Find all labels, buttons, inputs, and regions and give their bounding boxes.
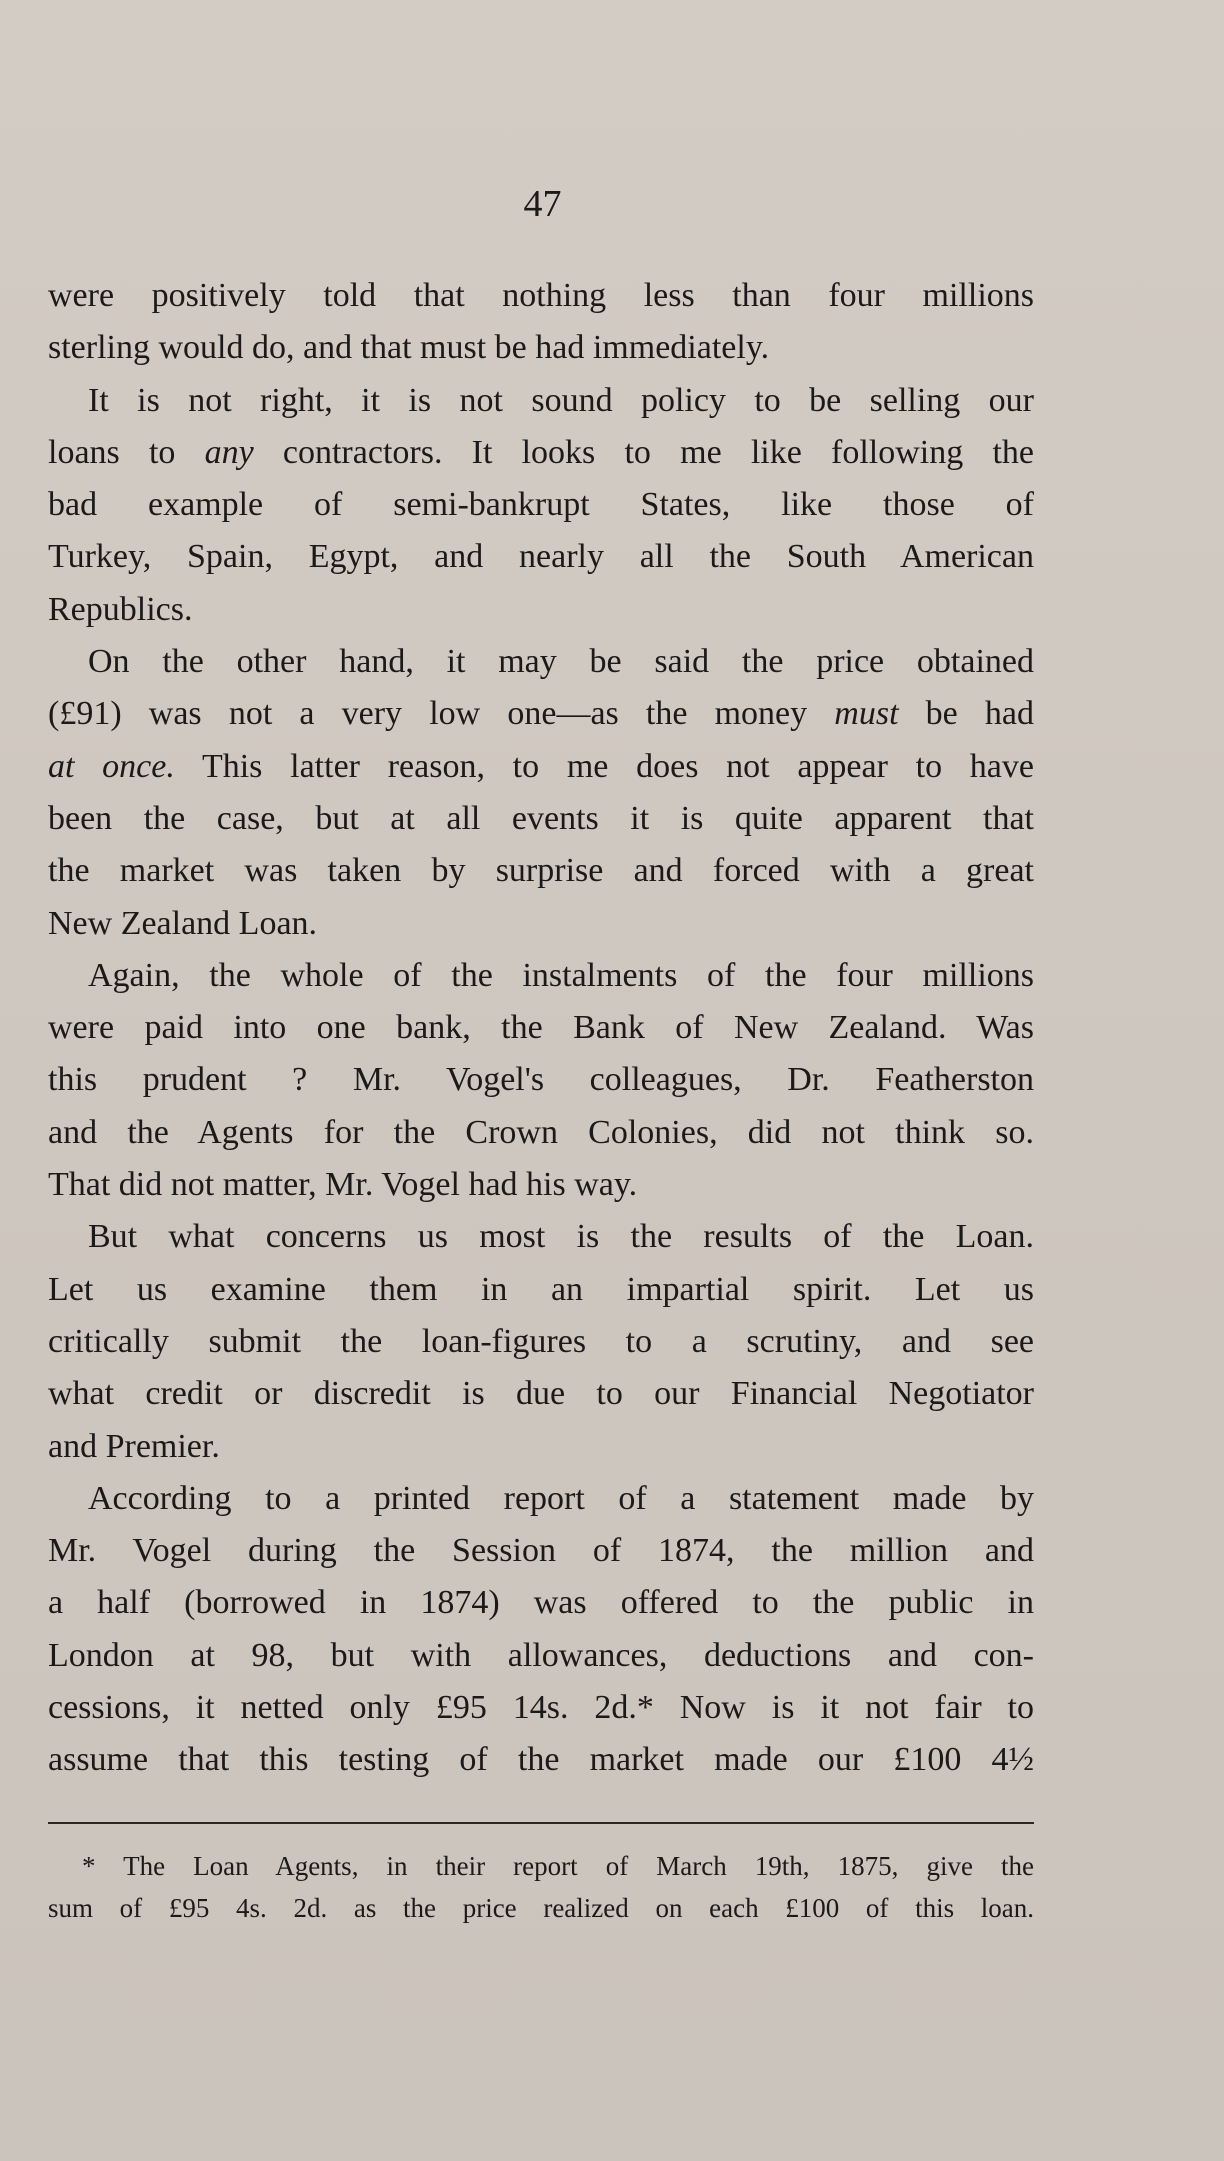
body-line: assume that this testing of the market made our £100 4½ <box>48 1741 1034 1779</box>
body-line: been the case, but at all events it is quite apparent that <box>48 799 1034 837</box>
body-line: It is not right, it is not sound policy to be selling our <box>88 381 1034 419</box>
body-line: what credit or discredit is due to our Financial Negotiator <box>48 1375 1034 1413</box>
body-line: sterling would do, and that must be had immediately. <box>48 329 770 367</box>
italic-text: must <box>834 695 899 733</box>
body-line <box>48 741 1034 793</box>
body-line: bad example of semi-bankrupt States, like those of <box>48 486 1034 524</box>
body-line: a half (borrowed in 1874) was offered to the public in <box>48 1584 1034 1622</box>
footnote-line: * The Loan Agents, in their report of March 19th, 1875, give the <box>82 1851 1034 1881</box>
body-line: and Premier. <box>48 1427 220 1465</box>
body-line: Let us examine them in an impartial spirit. Let us <box>48 1270 1034 1308</box>
body-line: But what concerns us most is the results of the Loan. <box>88 1218 1034 1256</box>
body-line: Again, the whole of the instalments of the four millions <box>88 956 1034 994</box>
body-line: New Zealand Loan. <box>48 904 318 942</box>
text-run: loans to <box>48 433 205 471</box>
body-text <box>48 270 1034 1787</box>
text-run: This latter reason, to me does not appear to have <box>174 747 1034 785</box>
body-line <box>48 688 1034 740</box>
body-line: Republics. <box>48 590 193 628</box>
page-number: 47 <box>523 183 562 225</box>
body-line: cessions, it netted only £95 14s. 2d.* Now is it not fair to <box>48 1689 1034 1727</box>
footnote <box>48 1845 1034 1929</box>
body-line: critically submit the loan-figures to a scrutiny, and see <box>48 1322 1034 1360</box>
body-line: Turkey, Spain, Egypt, and nearly all the South American <box>48 538 1034 576</box>
body-line: were paid into one bank, the Bank of New Zealand. Was <box>48 1009 1034 1047</box>
body-line: Mr. Vogel during the Session of 1874, the million and <box>48 1532 1034 1570</box>
text-run: be had <box>898 695 1034 733</box>
footnote-line: sum of £95 4s. 2d. as the price realized on each £100 of this loan. <box>48 1893 1034 1923</box>
body-line <box>48 427 1034 479</box>
body-line: On the other hand, it may be said the price obtained <box>88 643 1034 681</box>
body-line: London at 98, but with allowances, deductions and con- <box>48 1636 1034 1674</box>
italic-text: any <box>204 433 254 471</box>
body-line: were positively told that nothing less than four millions <box>48 277 1034 314</box>
body-line: That did not matter, Mr. Vogel had his way. <box>48 1166 638 1204</box>
body-line: the market was taken by surprise and forced with a great <box>48 852 1034 890</box>
body-line: this prudent ? Mr. Vogel's colleagues, Dr. Featherston <box>48 1061 1034 1099</box>
body-line: and the Agents for the Crown Colonies, did not think so. <box>48 1113 1034 1151</box>
text-run: (£91) was not a very low one—as the money <box>48 695 835 733</box>
body-line: According to a printed report of a statement made by <box>88 1479 1034 1517</box>
footnote-rule <box>48 1822 1034 1824</box>
text-run: contractors. It looks to me like following the <box>253 433 1034 471</box>
italic-text: at once. <box>48 747 175 785</box>
